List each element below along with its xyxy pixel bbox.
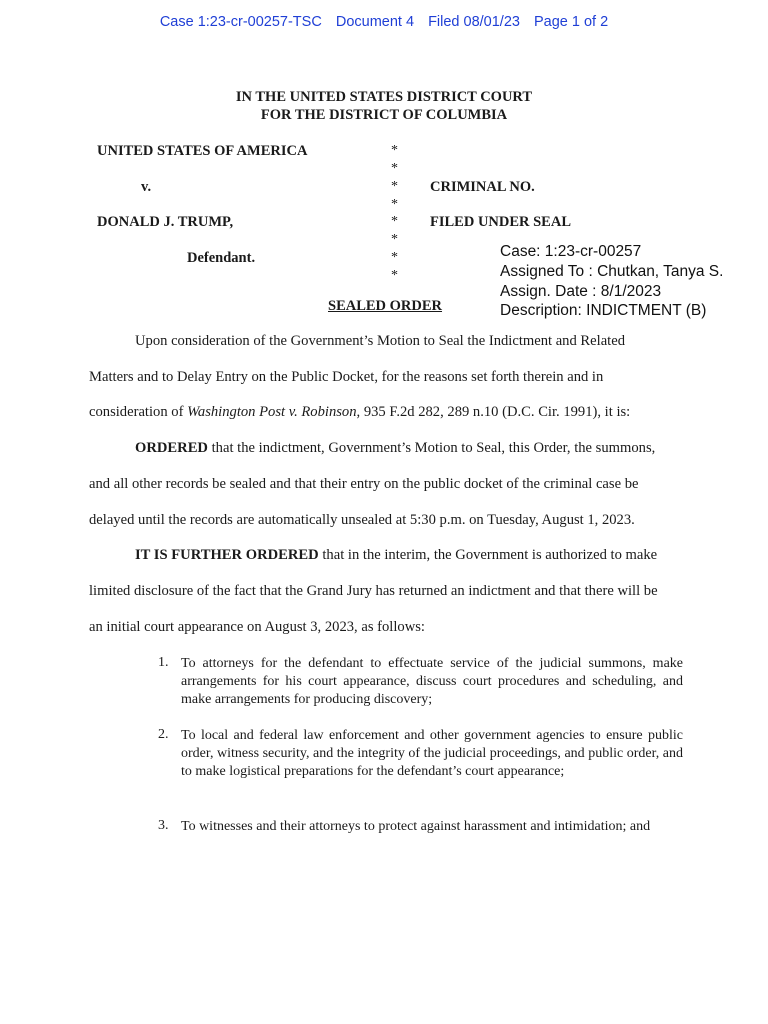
- list-item: To witnesses and their attorneys to protect against harassment and intimidation; and: [181, 819, 651, 834]
- list-item-number: 3.: [158, 818, 169, 833]
- header-filed-date: Filed 08/01/23: [428, 14, 520, 30]
- case-citation-name: Washington Post v. Robinson: [187, 404, 357, 420]
- further-ordered-lead: IT IS FURTHER ORDERED: [135, 547, 319, 563]
- list-item: To local and federal law enforcement and other government agencies to ensure public order, witness security, and the integrity of the judicial proceedings, and public order, and to make logistical preparations for the defendant’s court appearance;: [181, 728, 683, 779]
- list-item-number: 2.: [158, 727, 169, 742]
- header-page-number: Page 1 of 2: [534, 14, 609, 30]
- paragraph1-line3-pre: consideration of: [89, 404, 188, 420]
- caption-star: *: [391, 161, 398, 176]
- caption-star: *: [391, 179, 398, 194]
- caption-defendant-role: Defendant.: [187, 250, 256, 266]
- stamp-assigned-judge: Assigned To : Chutkan, Tanya S.: [500, 263, 724, 280]
- paragraph2-line3: delayed until the records are automatically unsealed at 5:30 p.m. on Tuesday, August 1, 2023.: [89, 512, 635, 528]
- paragraph1-line1: Upon consideration of the Government’s Motion to Seal the Indictment and Related: [135, 333, 625, 349]
- stamp-case: Case: 1:23-cr-00257: [500, 243, 642, 260]
- caption-star: *: [391, 214, 398, 229]
- caption-plaintiff: UNITED STATES OF AMERICA: [97, 143, 308, 159]
- caption-star: *: [391, 143, 398, 158]
- paragraph1-line2: Matters and to Delay Entry on the Public Docket, for the reasons set forth therein and in: [89, 369, 604, 385]
- caption-star: *: [391, 232, 398, 247]
- paragraph2-line1-rest: that the indictment, Government’s Motion to Seal, this Order, the summons,: [207, 440, 656, 456]
- ordered-lead: ORDERED: [135, 440, 208, 456]
- list-item: To attorneys for the defendant to effectuate service of the judicial summons, make arrangements for his court appearance, discuss court procedures and scheduling, and make arrangements for producing discovery;: [181, 656, 683, 707]
- header-document-number: Document 4: [335, 14, 415, 30]
- paragraph2-line2: and all other records be sealed and that their entry on the public docket of the criminal case be: [89, 476, 639, 492]
- paragraph3-line1-rest: that in the interim, the Government is authorized to make: [318, 547, 658, 563]
- paragraph3-line2: limited disclosure of the fact that the Grand Jury has returned an indictment and that there will be: [89, 583, 658, 599]
- court-name-line1: IN THE UNITED STATES DISTRICT COURT: [235, 89, 533, 105]
- stamp-description: Description: INDICTMENT (B): [500, 302, 707, 319]
- header-case-number: Case 1:23-cr-00257-TSC: [159, 14, 322, 30]
- stamp-assign-date: Assign. Date : 8/1/2023: [500, 283, 662, 300]
- caption-defendant-name: DONALD J. TRUMP,: [97, 214, 234, 230]
- paragraph1-line3-post: , 935 F.2d 282, 289 n.10 (D.C. Cir. 1991), it is:: [356, 404, 631, 420]
- paragraph1-line3: [89, 404, 630, 421]
- court-name-line2: FOR THE DISTRICT OF COLUMBIA: [260, 107, 508, 123]
- caption-filed-under-seal: FILED UNDER SEAL: [430, 214, 571, 230]
- caption-star: *: [391, 197, 398, 212]
- paragraph3-line3: an initial court appearance on August 3, 2023, as follows:: [89, 619, 425, 635]
- caption-criminal-number: CRIMINAL NO.: [430, 179, 535, 195]
- list-item-number: 1.: [158, 655, 169, 670]
- caption-versus: v.: [141, 179, 152, 195]
- paragraph2-line1: [135, 440, 655, 457]
- paragraph3-line1: [135, 547, 657, 564]
- caption-star: *: [391, 250, 398, 265]
- caption-star: *: [391, 268, 398, 283]
- order-title: SEALED ORDER: [328, 298, 443, 314]
- filing-header: [0, 14, 768, 30]
